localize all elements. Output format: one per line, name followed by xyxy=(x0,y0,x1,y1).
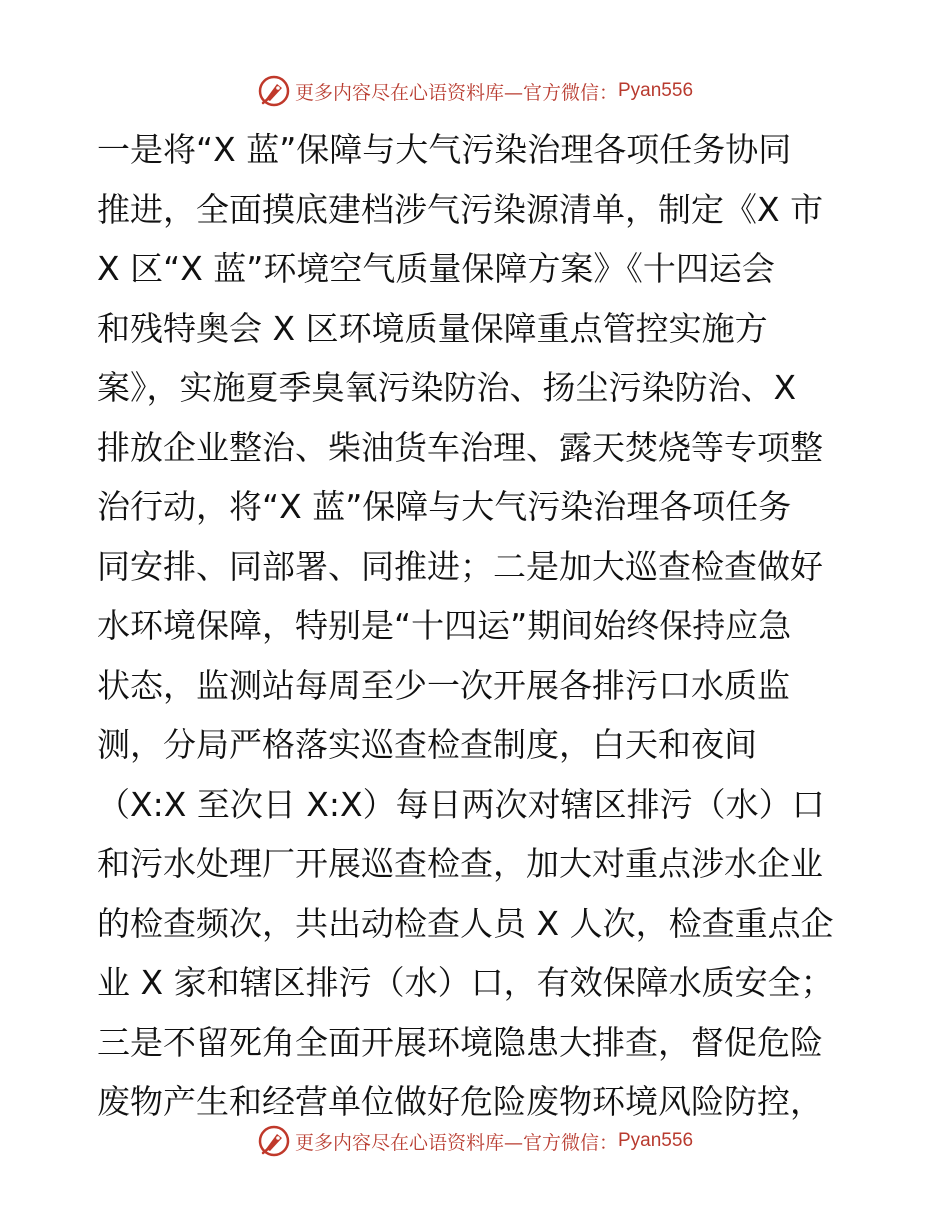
text-line: 治行动，将“X 蓝”保障与大气污染治理各项任务 xyxy=(97,487,792,526)
text-line: 同安排、同部署、同推进；二是加大巡查检查做好 xyxy=(97,546,823,586)
pen-nib-seal-icon xyxy=(257,1124,291,1158)
text-line: 业 X 家和辖区排污（水）口，有效保障水质安全； xyxy=(97,963,834,1002)
pen-nib-seal-icon xyxy=(257,74,291,108)
text-line: 推进，全面摸底建档涉气污染源清单，制定《X 市 xyxy=(97,189,824,229)
text-line: 和污水处理厂开展巡查检查，加大对重点涉水企业 xyxy=(97,844,823,883)
text-line: （X:X 至次日 X:X）每日两次对辖区排污（水）口 xyxy=(97,784,825,824)
wechat-handle: Pyan556 xyxy=(618,1130,694,1151)
wechat-handle: Pyan556 xyxy=(618,80,694,101)
text-line: 和残特奥会 X 区环境质量保障重点管控实施方 xyxy=(97,308,768,348)
text-line: 废物产生和经营单位做好危险废物环境风险防控， xyxy=(97,1082,823,1121)
header-banner xyxy=(0,71,950,111)
document-body xyxy=(97,120,857,1132)
text-line: 状态，监测站每周至少一次开展各排污口水质监 xyxy=(97,665,790,705)
banner-text: 更多内容尽在心语资料库—官方微信： xyxy=(294,81,618,104)
text-line: 案》，实施夏季臭氧污染防治、扬尘污染防治、X xyxy=(97,368,797,407)
text-line: X 区“X 蓝”环境空气质量保障方案》《十四运会 xyxy=(97,249,775,288)
banner-text: 更多内容尽在心语资料库—官方微信： xyxy=(294,1131,618,1154)
text-line: 排放企业整治、柴油货车治理、露天焚烧等专项整 xyxy=(97,427,823,467)
text-line: 测，分局严格落实巡查检查制度，白天和夜间 xyxy=(97,725,757,764)
text-line: 一是将“X 蓝”保障与大气污染治理各项任务协同 xyxy=(97,130,792,169)
text-line: 的检查频次，共出动检查人员 X 人次，检查重点企 xyxy=(97,903,834,943)
text-line: 三是不留死角全面开展环境隐患大排查，督促危险 xyxy=(97,1022,823,1062)
text-line: 水环境保障，特别是“十四运”期间始终保持应急 xyxy=(97,606,792,645)
footer-banner xyxy=(0,1121,950,1161)
